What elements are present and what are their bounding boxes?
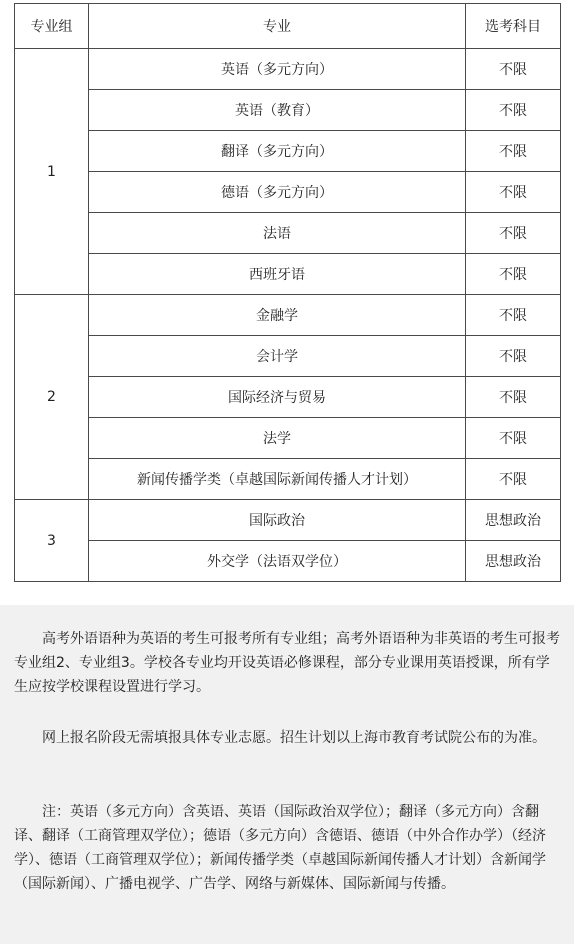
major-cell: 英语（教育） — [89, 90, 466, 131]
subject-cell: 不限 — [466, 131, 561, 172]
major-cell: 国际经济与贸易 — [89, 377, 466, 418]
subject-cell: 不限 — [466, 254, 561, 295]
subject-cell: 不限 — [466, 459, 561, 500]
table-row — [15, 336, 561, 377]
major-cell: 翻译（多元方向） — [89, 131, 466, 172]
table-row — [15, 295, 561, 336]
note-paragraph-1: 高考外语语种为英语的考生可报考所有专业组；高考外语语种为非英语的考生可报考专业组2、专业组3。学校各专业均开设英语必修课程，部分专业课用英语授课，所有学生应按学校课程设置进行学习。 — [14, 631, 560, 695]
major-cell: 国际政治 — [89, 500, 466, 541]
group-cell: 1 — [15, 49, 89, 295]
notes-section — [0, 605, 574, 944]
note-paragraph-2: 网上报名阶段无需填报具体专业志愿。招生计划以上海市教育考试院公布的为准。 — [42, 730, 546, 746]
table-row — [15, 541, 561, 582]
header-group: 专业组 — [15, 4, 89, 49]
subject-cell: 不限 — [466, 90, 561, 131]
subject-cell: 不限 — [466, 336, 561, 377]
table-row — [15, 172, 561, 213]
note-paragraph-3: 注：英语（多元方向）含英语、英语（国际政治双学位）；翻译（多元方向）含翻译、翻译（工商管理双学位）；德语（多元方向）含德语、德语（中外合作办学）（经济学）、德语（工商管理双学位）；新闻传播学类（卓越国际新闻传播人才计划）含新闻学（国际新闻）、广播电视学、广告学、网络与新媒体、国际新闻与传播。 — [14, 804, 546, 892]
table-row — [15, 500, 561, 541]
subject-cell: 不限 — [466, 172, 561, 213]
major-cell: 英语（多元方向） — [89, 49, 466, 90]
major-cell: 外交学（法语双学位） — [89, 541, 466, 582]
group-cell: 3 — [15, 500, 89, 582]
major-cell: 法学 — [89, 418, 466, 459]
major-cell: 会计学 — [89, 336, 466, 377]
major-group-table — [14, 3, 561, 582]
table-row — [15, 377, 561, 418]
subject-cell: 不限 — [466, 213, 561, 254]
major-cell: 西班牙语 — [89, 254, 466, 295]
subject-cell: 不限 — [466, 49, 561, 90]
table-row — [15, 131, 561, 172]
major-cell: 德语（多元方向） — [89, 172, 466, 213]
header-major: 专业 — [89, 4, 466, 49]
header-subject: 选考科目 — [466, 4, 561, 49]
table-row — [15, 90, 561, 131]
subject-cell: 不限 — [466, 377, 561, 418]
table-row — [15, 418, 561, 459]
subject-cell: 不限 — [466, 418, 561, 459]
major-cell: 法语 — [89, 213, 466, 254]
table-row — [15, 213, 561, 254]
group-cell: 2 — [15, 295, 89, 500]
table-row — [15, 254, 561, 295]
major-cell: 金融学 — [89, 295, 466, 336]
major-cell: 新闻传播学类（卓越国际新闻传播人才计划） — [89, 459, 466, 500]
table-header-row — [15, 4, 561, 49]
table-row — [15, 49, 561, 90]
subject-cell: 思想政治 — [466, 541, 561, 582]
table-row — [15, 459, 561, 500]
subject-cell: 不限 — [466, 295, 561, 336]
subject-cell: 思想政治 — [466, 500, 561, 541]
